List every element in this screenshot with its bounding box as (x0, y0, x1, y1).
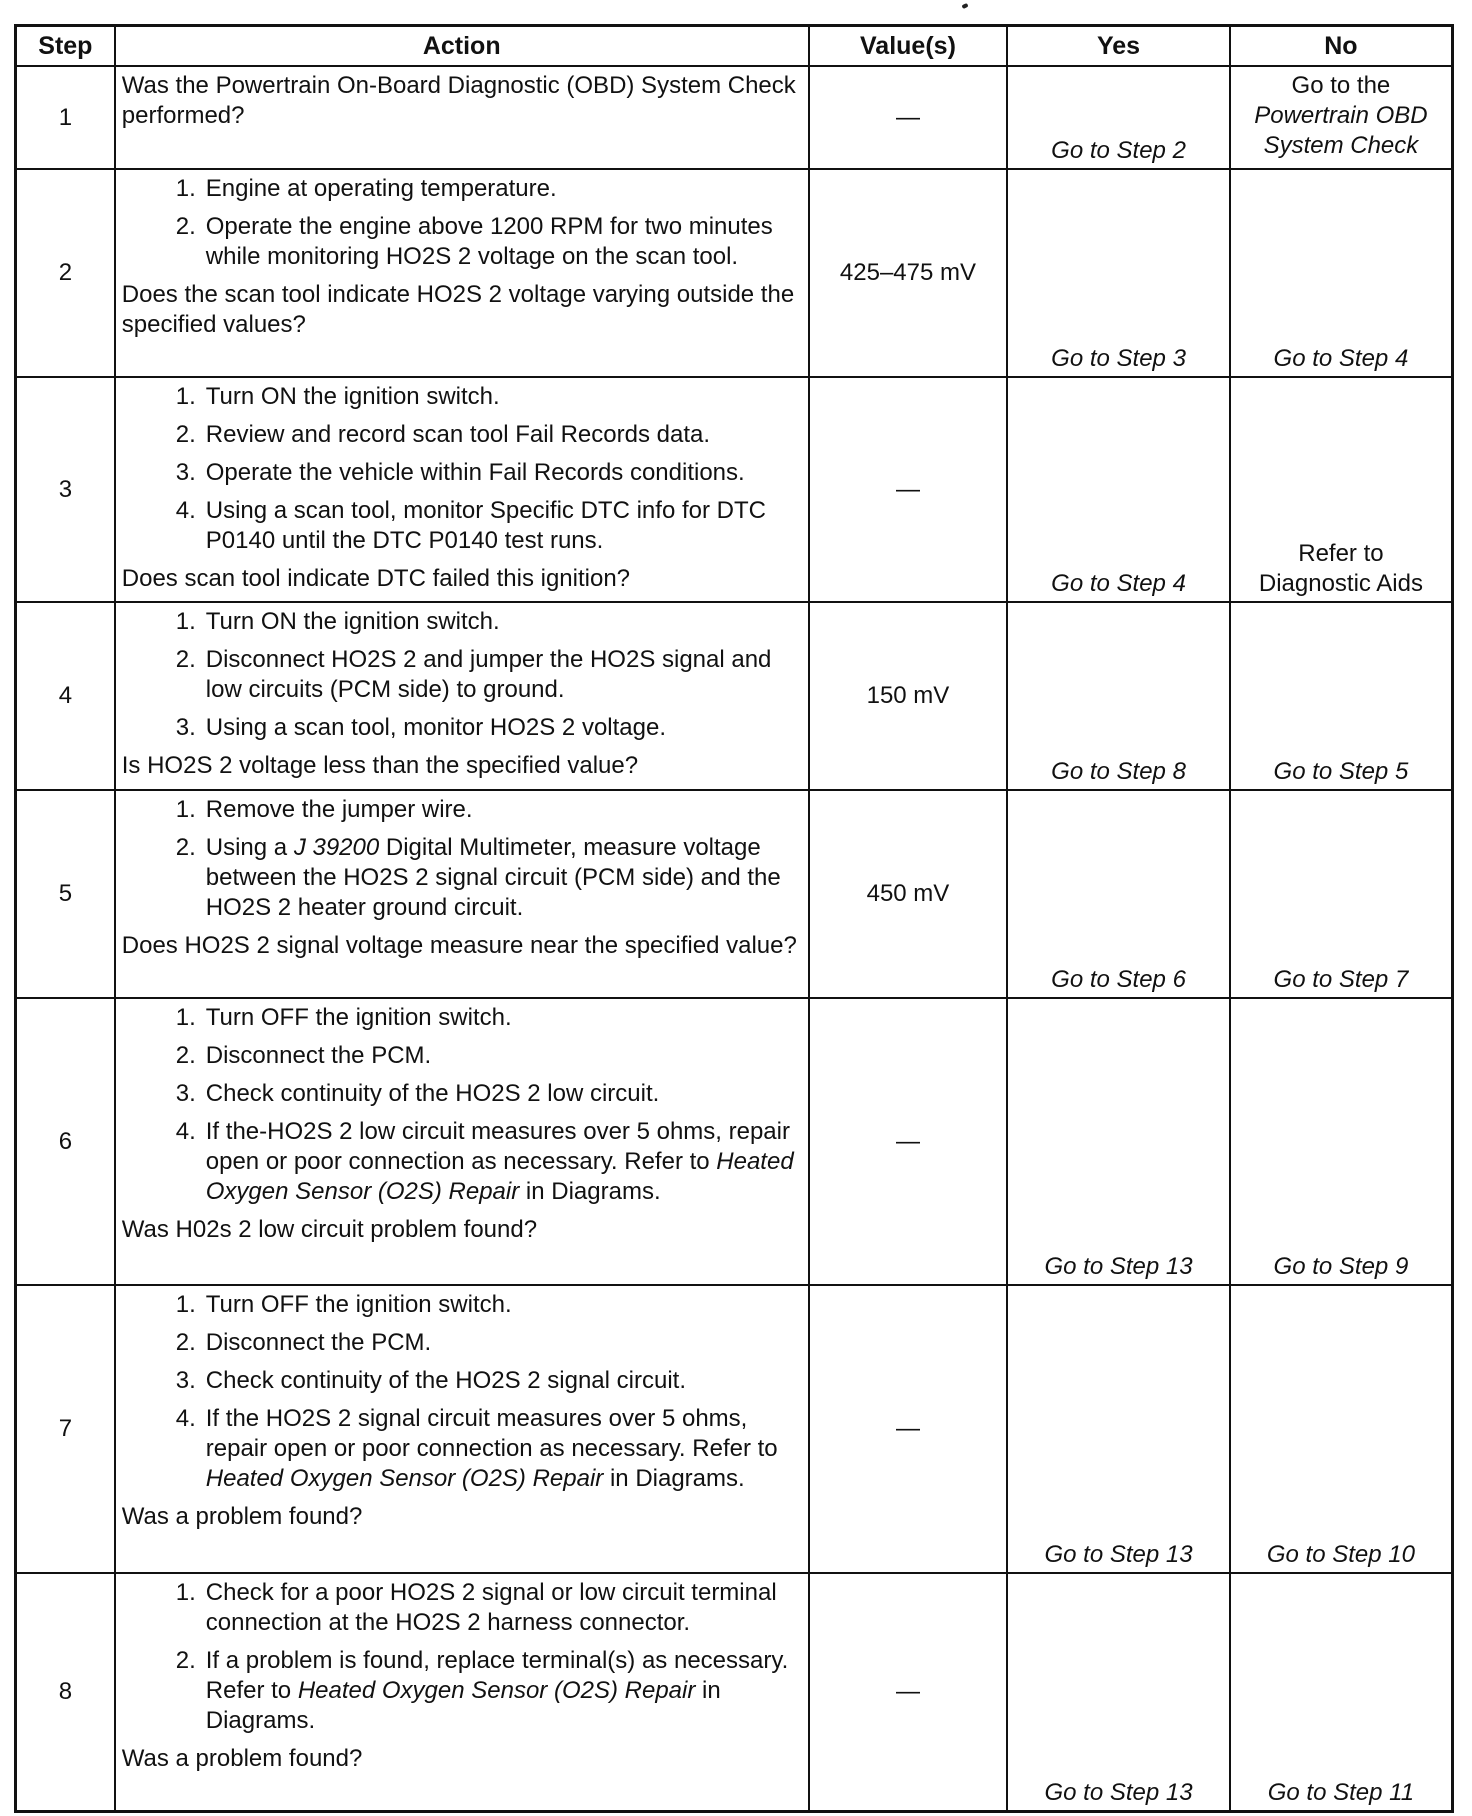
no-text-line: Refer to (1298, 540, 1384, 567)
header-no: No (1230, 26, 1453, 67)
action-item-text: Turn OFF the ignition switch. (205, 1291, 512, 1318)
yes-cell: Go to Step 6 (1007, 790, 1230, 998)
manual-reference: Heated Oxygen Sensor (O2S) Repair (205, 1148, 794, 1205)
table-row (16, 602, 1453, 790)
diagnostic-table (14, 24, 1454, 1813)
step-number: 5 (16, 790, 115, 998)
action-item: 4. If the-HO2S 2 low circuit measures over 5 ohms, repair open or poor connection as necessary. Refer to Heated Oxygen Sensor (O2S) Repair in Diagrams. (158, 1117, 802, 1207)
header-values: Value(s) (809, 26, 1008, 67)
manual-reference: Heated Oxygen Sensor (O2S) Repair (205, 1465, 604, 1492)
action-question: Does HO2S 2 signal voltage measure near the specified value? (121, 932, 797, 959)
action-cell (115, 169, 809, 377)
action-cell (115, 66, 809, 169)
action-item-text: Remove the jumper wire. (205, 796, 473, 823)
table-row (16, 377, 1453, 602)
action-item-text-part: in Diagrams. (519, 1178, 661, 1205)
action-item-text: Engine at operating temperature. (205, 175, 557, 202)
scan-speck (961, 3, 968, 9)
header-action: Action (115, 26, 809, 67)
no-cell: Go to Step 7 (1230, 790, 1453, 998)
value-cell: 150 mV (809, 602, 1008, 790)
action-question: Does the scan tool indicate HO2S 2 voltage varying outside the specified values? (121, 281, 795, 338)
action-item-text: Check continuity of the HO2S 2 signal circuit. (205, 1367, 686, 1394)
action-item-text: Disconnect HO2S 2 and jumper the HO2S signal and low circuits (PCM side) to ground. (205, 646, 772, 703)
table-row (16, 998, 1453, 1285)
no-cell: Go to Step 10 (1230, 1285, 1453, 1573)
action-question: Was a problem found? (121, 1503, 363, 1530)
no-cell: Go to Step 5 (1230, 602, 1453, 790)
no-cell: Go to Step 11 (1230, 1573, 1453, 1811)
action-item-text: Check continuity of the HO2S 2 low circuit. (205, 1080, 660, 1107)
action-item: 1. Turn OFF the ignition switch. (158, 1003, 802, 1033)
action-item: 1. Turn ON the ignition switch. (158, 607, 802, 637)
step-number: 3 (16, 377, 115, 602)
action-cell (115, 1573, 809, 1811)
no-text-line: Diagnostic Aids (1258, 570, 1423, 597)
action-item-text-part: in Diagrams. (205, 1677, 721, 1734)
no-cell: Go to Step 9 (1230, 998, 1453, 1285)
action-item: 2. Review and record scan tool Fail Records data. (158, 420, 802, 450)
step-number: 1 (16, 66, 115, 169)
action-question: Was H02s 2 low circuit problem found? (121, 1216, 538, 1243)
action-cell (115, 602, 809, 790)
header-row (16, 26, 1453, 67)
yes-cell: Go to Step 2 (1007, 66, 1230, 169)
action-item-text (206, 1404, 802, 1494)
action-item: 2. Using a J 39200 Digital Multimeter, measure voltage between the HO2S 2 signal circuit (PCM side) and the HO2S 2 heater ground circuit. (158, 833, 802, 923)
value-cell: — (809, 998, 1008, 1285)
table-row (16, 1573, 1453, 1811)
action-item-text: Disconnect the PCM. (205, 1042, 432, 1069)
action-item-text: Operate the vehicle within Fail Records conditions. (205, 459, 745, 486)
action-item: 3. Check continuity of the HO2S 2 signal circuit. (158, 1366, 802, 1396)
action-item: 3. Using a scan tool, monitor HO2S 2 voltage. (158, 713, 802, 743)
step-number: 6 (16, 998, 115, 1285)
header-step: Step (16, 26, 115, 67)
action-item: 1. Engine at operating temperature. (158, 174, 802, 204)
action-item-text: Turn ON the ignition switch. (205, 608, 500, 635)
table-row (16, 1285, 1453, 1573)
action-list (122, 1290, 802, 1502)
yes-cell: Go to Step 13 (1007, 998, 1230, 1285)
no-ref-line: System Check (1263, 132, 1419, 159)
value-cell: — (809, 1285, 1008, 1573)
action-item-text-part: in Diagrams. (603, 1465, 745, 1492)
value-cell: — (809, 1573, 1008, 1811)
no-text-line: Go to the (1291, 72, 1391, 99)
tool-name: J 39200 (293, 834, 380, 861)
action-item-text: Using a scan tool, monitor HO2S 2 voltage. (205, 714, 666, 741)
action-question: Was a problem found? (121, 1745, 363, 1772)
action-item-text (206, 1646, 802, 1736)
action-cell (115, 1285, 809, 1573)
action-list (122, 1003, 802, 1215)
table-row (16, 66, 1453, 169)
action-item: 2. Disconnect the PCM. (158, 1041, 802, 1071)
yes-cell: Go to Step 13 (1007, 1285, 1230, 1573)
no-ref-line: Powertrain OBD (1254, 102, 1428, 129)
action-item-text-part: If a problem is found, replace terminal(s) as necessary. Refer to (205, 1647, 789, 1704)
action-cell (115, 998, 809, 1285)
action-item: 2. Operate the engine above 1200 RPM for two minutes while monitoring HO2S 2 voltage on the scan tool. (158, 212, 802, 272)
action-item: 2. If a problem is found, replace terminal(s) as necessary. Refer to Heated Oxygen Sensor (O2S) Repair in Diagrams. (158, 1646, 802, 1736)
action-item-text-part: If the-HO2S 2 low circuit measures over 5 ohms, repair open or poor connection as necessary. Refer to (205, 1118, 790, 1175)
action-item: 1. Remove the jumper wire. (158, 795, 802, 825)
action-cell (115, 377, 809, 602)
action-item-text: Using a scan tool, monitor Specific DTC info for DTC P0140 until the DTC P0140 test runs. (205, 497, 766, 554)
no-cell (1230, 377, 1453, 602)
value-cell: 450 mV (809, 790, 1008, 998)
action-item-text (206, 833, 802, 923)
action-list (122, 795, 802, 931)
action-item: 1. Check for a poor HO2S 2 signal or low circuit terminal connection at the HO2S 2 harness connector. (158, 1578, 802, 1638)
no-cell: Go to Step 4 (1230, 169, 1453, 377)
action-item: 3. Check continuity of the HO2S 2 low circuit. (158, 1079, 802, 1109)
value-cell (809, 66, 1008, 169)
manual-reference: Heated Oxygen Sensor (O2S) Repair (297, 1677, 696, 1704)
action-question: Does scan tool indicate DTC failed this ignition? (121, 565, 631, 592)
step-number: 2 (16, 169, 115, 377)
yes-cell: Go to Step 4 (1007, 377, 1230, 602)
action-question: Is HO2S 2 voltage less than the specified value? (121, 752, 639, 779)
no-cell (1230, 66, 1453, 169)
action-item-text: Disconnect the PCM. (205, 1329, 432, 1356)
action-list (122, 382, 802, 564)
step-number: 4 (16, 602, 115, 790)
step-number: 7 (16, 1285, 115, 1573)
action-item: 4. Using a scan tool, monitor Specific DTC info for DTC P0140 until the DTC P0140 test runs. (158, 496, 802, 556)
action-item-text: Turn OFF the ignition switch. (205, 1004, 512, 1031)
value-cell: 425–475 mV (809, 169, 1008, 377)
action-item: 1. Turn OFF the ignition switch. (158, 1290, 802, 1320)
action-list (122, 1578, 802, 1744)
step-number: 8 (16, 1573, 115, 1811)
action-item-text-part: Using a (205, 834, 294, 861)
header-yes: Yes (1007, 26, 1230, 67)
yes-cell: Go to Step 13 (1007, 1573, 1230, 1811)
action-item: 4. If the HO2S 2 signal circuit measures over 5 ohms, repair open or poor connection as necessary. Refer to Heated Oxygen Sensor (O2S) Repair in Diagrams. (158, 1404, 802, 1494)
yes-cell: Go to Step 3 (1007, 169, 1230, 377)
action-item-text-part: Digital Multimeter, measure voltage between the HO2S 2 signal circuit (PCM side) and the HO2S 2 heater ground circuit. (205, 834, 781, 921)
action-question: Was the Powertrain On-Board Diagnostic (OBD) System Check performed? (121, 72, 796, 129)
action-cell (115, 790, 809, 998)
action-list (122, 174, 802, 280)
action-item-text-part: If the HO2S 2 signal circuit measures over 5 ohms, repair open or poor connection as necessary. Refer to (205, 1405, 778, 1462)
table-row (16, 169, 1453, 377)
action-item: 2. Disconnect the PCM. (158, 1328, 802, 1358)
table-row (16, 790, 1453, 998)
value-cell: — (809, 377, 1008, 602)
action-item-text: Operate the engine above 1200 RPM for two minutes while monitoring HO2S 2 voltage on the scan tool. (205, 213, 773, 270)
action-item-text (206, 1117, 802, 1207)
value-dash: — (895, 103, 920, 131)
yes-cell: Go to Step 8 (1007, 602, 1230, 790)
action-item-text: Check for a poor HO2S 2 signal or low circuit terminal connection at the HO2S 2 harness connector. (205, 1579, 777, 1636)
action-item: 3. Operate the vehicle within Fail Records conditions. (158, 458, 802, 488)
action-item: 1. Turn ON the ignition switch. (158, 382, 802, 412)
action-item: 2. Disconnect HO2S 2 and jumper the HO2S signal and low circuits (PCM side) to ground. (158, 645, 802, 705)
action-item-text: Turn ON the ignition switch. (205, 383, 500, 410)
action-list (122, 607, 802, 751)
action-item-text: Review and record scan tool Fail Records data. (205, 421, 711, 448)
